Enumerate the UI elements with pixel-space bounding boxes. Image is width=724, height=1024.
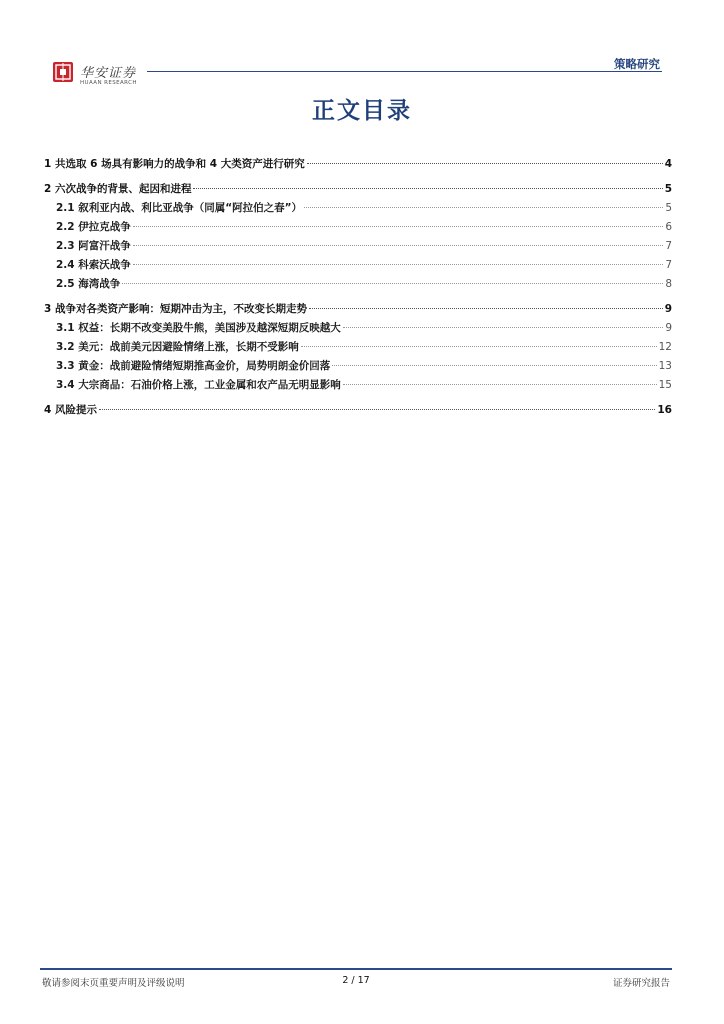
- toc-entry-title: 2 六次战争的背景、起因和进程: [44, 183, 192, 195]
- toc-entry-page: 5: [664, 183, 672, 195]
- toc-entry-title: 2.2 伊拉克战争: [56, 221, 131, 233]
- toc-dot-leader: [133, 264, 664, 265]
- toc-entry-title: 2.1 叙利亚内战、利比亚战争（同属“阿拉伯之春”）: [56, 202, 303, 214]
- toc-entry-page: 8: [665, 278, 672, 290]
- toc-entry-subsection[interactable]: [44, 275, 672, 294]
- toc-entry-page: 7: [665, 259, 672, 271]
- toc-entry-section[interactable]: [44, 155, 672, 174]
- page-title: 正文目录: [312, 97, 412, 124]
- toc-dot-leader: [122, 283, 663, 284]
- header-divider: [147, 71, 662, 72]
- toc-entry-page: 13: [658, 360, 672, 372]
- toc-entry-subsection[interactable]: [44, 256, 672, 275]
- toc-entry-subsection[interactable]: [44, 338, 672, 357]
- toc-entry-page: 9: [664, 303, 672, 315]
- toc-entry-title: 1 共选取 6 场具有影响力的战争和 4 大类资产进行研究: [44, 158, 305, 170]
- toc-entry-page: 12: [658, 341, 672, 353]
- toc-dot-leader: [343, 384, 657, 385]
- toc-entry-title: 3.4 大宗商品：石油价格上涨，工业金属和农产品无明显影响: [56, 379, 341, 391]
- toc-dot-leader: [133, 245, 664, 246]
- page-number: 2 / 17: [342, 975, 370, 986]
- logo-icon: [53, 62, 73, 82]
- footer-disclaimer: 敬请参阅末页重要声明及评级说明: [42, 978, 185, 989]
- toc-dot-leader: [304, 207, 663, 208]
- toc-entry-subsection[interactable]: [44, 199, 672, 218]
- toc-entry-page: 7: [665, 240, 672, 252]
- toc-entry-page: 4: [664, 158, 672, 170]
- toc-entry-title: 2.4 科索沃战争: [56, 259, 131, 271]
- footer-report-type: 证券研究报告: [612, 978, 670, 989]
- toc-dot-leader: [307, 163, 663, 164]
- toc-entry-subsection[interactable]: [44, 319, 672, 338]
- toc-entry-title: 2.3 阿富汗战争: [56, 240, 131, 252]
- toc-entry-title: 3.1 权益：长期不改变美股牛熊，美国涉及越深短期反映越大: [56, 322, 341, 334]
- footer-divider: [40, 968, 672, 970]
- toc-dot-leader: [309, 308, 663, 309]
- toc-entry-section[interactable]: [44, 300, 672, 319]
- toc-entry-section[interactable]: [44, 180, 672, 199]
- toc-entry-page: 9: [665, 322, 672, 334]
- toc-entry-subsection[interactable]: [44, 376, 672, 395]
- table-of-contents: [44, 155, 672, 420]
- toc-dot-leader: [332, 365, 656, 366]
- page-header: [50, 56, 662, 92]
- toc-entry-subsection[interactable]: [44, 237, 672, 256]
- toc-dot-leader: [99, 409, 655, 410]
- toc-dot-leader: [133, 226, 664, 227]
- toc-entry-subsection[interactable]: [44, 218, 672, 237]
- logo-subtext: HUAAN RESEARCH: [80, 80, 137, 86]
- toc-entry-section[interactable]: [44, 401, 672, 420]
- logo-text: 华安证券: [80, 66, 137, 81]
- toc-entry-title: 3.3 黄金：战前避险情绪短期推高金价，局势明朗金价回落: [56, 360, 331, 372]
- page-footer: [40, 975, 672, 991]
- toc-entry-page: 5: [665, 202, 672, 214]
- toc-entry-title: 3 战争对各类资产影响：短期冲击为主，不改变长期走势: [44, 303, 307, 315]
- toc-dot-leader: [193, 188, 662, 189]
- section-tag: 策略研究: [614, 57, 660, 71]
- toc-entry-subsection[interactable]: [44, 357, 672, 376]
- toc-entry-page: 6: [665, 221, 672, 233]
- toc-dot-leader: [301, 346, 657, 347]
- toc-dot-leader: [343, 327, 664, 328]
- toc-entry-title: 4 风险提示: [44, 404, 97, 416]
- toc-entry-title: 2.5 海湾战争: [56, 278, 121, 290]
- toc-entry-title: 3.2 美元：战前美元因避险情绪上涨，长期不受影响: [56, 341, 299, 353]
- toc-entry-page: 16: [657, 404, 672, 416]
- toc-entry-page: 15: [658, 379, 672, 391]
